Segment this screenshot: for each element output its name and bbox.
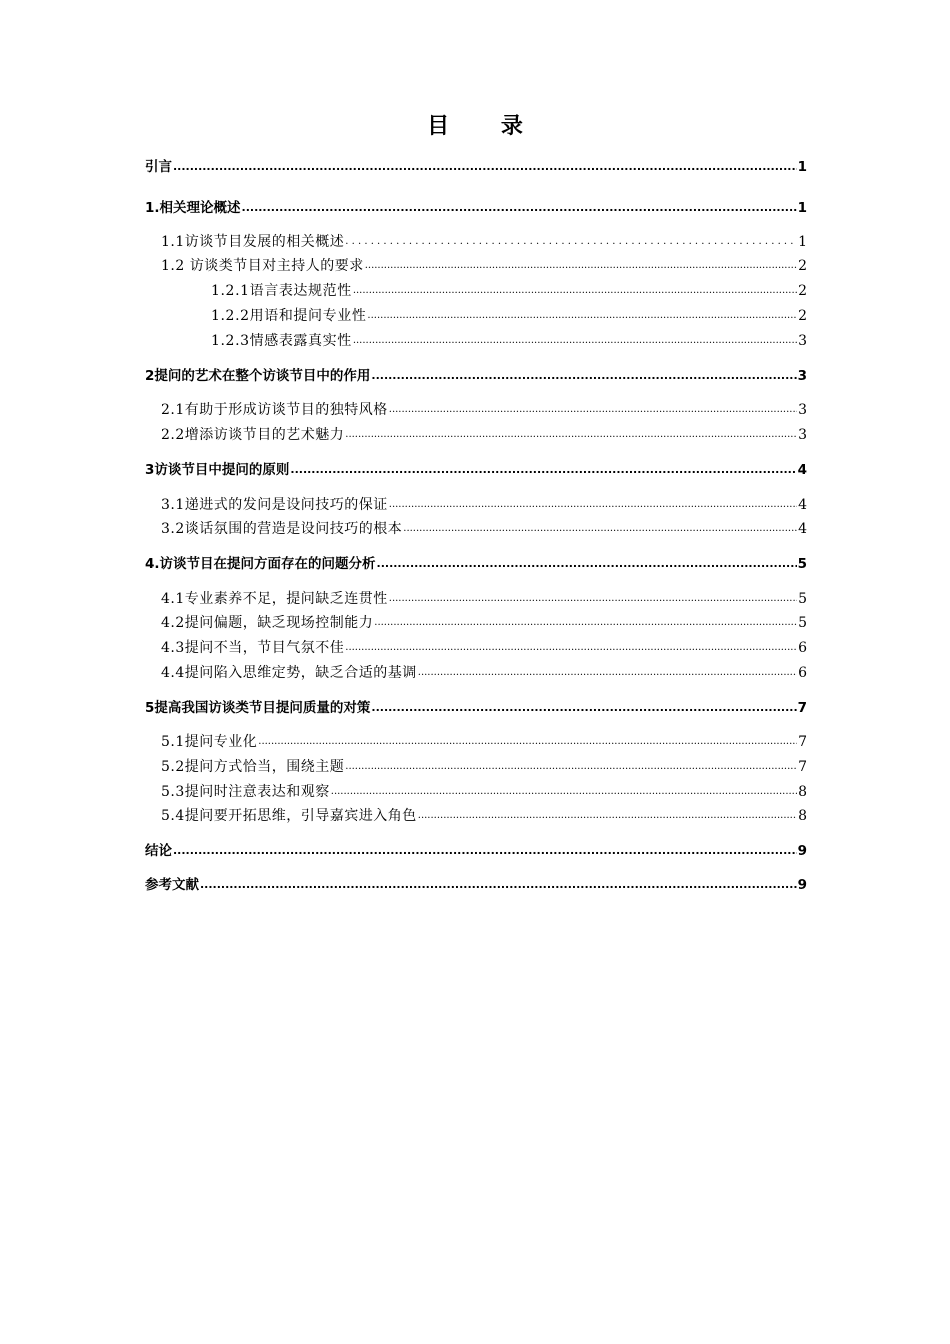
dot-leader — [345, 756, 797, 778]
toc-entry-page: 2 — [798, 283, 807, 299]
toc-entry-page: 3 — [798, 402, 807, 418]
toc-entry-page: 8 — [798, 808, 807, 824]
toc-entry-page: 5 — [798, 615, 807, 631]
toc-entry-page: 6 — [798, 640, 807, 656]
dot-leader — [242, 197, 797, 219]
dot-leader — [367, 305, 797, 327]
toc-entry[interactable] — [161, 231, 807, 253]
toc-entry-label: 5.1提问专业化 — [161, 734, 258, 750]
toc-entry-label: 3.2谈话氛围的营造是设问技巧的根本 — [161, 521, 403, 537]
toc-entry-label: 1.2.1语言表达规范性 — [211, 283, 352, 299]
toc-entry[interactable] — [161, 781, 807, 803]
toc-entry-label: 4.3提问不当，节目气氛不佳 — [161, 640, 345, 656]
toc-entry-label: 1.2.2用语和提问专业性 — [211, 308, 367, 324]
toc-entry[interactable] — [145, 459, 807, 481]
dot-leader — [290, 459, 796, 481]
dot-leader — [345, 637, 797, 659]
toc-entry-label: 4.1专业素养不足，提问缺乏连贯性 — [161, 591, 388, 607]
dot-leader — [345, 424, 797, 446]
toc-entry-label: 5.3提问时注意表达和观察 — [161, 784, 330, 800]
toc-entry[interactable] — [161, 255, 807, 277]
toc-entry-label: 4.访谈节目在提问方面存在的问题分析 — [145, 556, 376, 572]
toc-entry-label: 参考文献 — [145, 877, 199, 893]
dot-leader — [331, 781, 797, 803]
toc-entry-label: 1.2 访谈类节目对主持人的要求 — [161, 258, 364, 274]
toc-entry-page: 7 — [797, 700, 807, 716]
toc-entry-page: 3 — [797, 368, 807, 384]
toc-entry[interactable] — [161, 399, 807, 421]
toc-entry[interactable] — [161, 424, 807, 446]
dot-leader — [353, 330, 797, 352]
dot-leader — [353, 280, 797, 302]
dot-leader — [200, 874, 797, 896]
toc-entry-label: 5提高我国访谈类节目提问质量的对策 — [145, 700, 371, 716]
toc-entry[interactable] — [145, 553, 807, 575]
dot-leader — [173, 156, 797, 178]
toc-entry-page: 8 — [798, 784, 807, 800]
toc-entry[interactable] — [161, 494, 807, 516]
toc-entry-label: 2.2增添访谈节目的艺术魅力 — [161, 427, 345, 443]
toc-entry-page: 1 — [798, 234, 807, 250]
toc-entry[interactable] — [161, 756, 807, 778]
toc-entry[interactable] — [161, 805, 807, 827]
toc-entry-page: 7 — [798, 734, 807, 750]
toc-entry-label: 结论 — [145, 843, 172, 859]
toc-entry-page: 1 — [797, 200, 807, 216]
toc-entry[interactable] — [161, 518, 807, 540]
toc-entry-label: 2.1有助于形成访谈节目的独特风格 — [161, 402, 388, 418]
toc-entry-label: 5.4提问要开拓思维，引导嘉宾进入角色 — [161, 808, 417, 824]
toc-entry[interactable] — [161, 588, 807, 610]
toc-title: 目 录 — [427, 114, 545, 139]
dot-leader — [389, 399, 797, 421]
toc-entry-label: 1.2.3情感表露真实性 — [211, 333, 352, 349]
dot-leader — [374, 612, 797, 634]
toc-entry-page: 9 — [797, 877, 807, 893]
toc-entry[interactable] — [145, 365, 807, 387]
dot-leader — [418, 805, 797, 827]
toc-entry-page: 1 — [797, 159, 807, 175]
dot-leader — [403, 518, 797, 540]
toc-entry-page: 9 — [797, 843, 807, 859]
toc-entry[interactable] — [145, 156, 807, 178]
toc-entry-label: 1.1访谈节目发展的相关概述 — [161, 234, 345, 250]
toc-entry[interactable] — [145, 697, 807, 719]
toc-entry-page: 4 — [797, 462, 807, 478]
toc-entry[interactable] — [161, 637, 807, 659]
toc-entry-page: 4 — [798, 497, 807, 513]
toc-entry-page: 6 — [798, 665, 807, 681]
toc-entry-page: 2 — [798, 308, 807, 324]
dot-leader — [345, 231, 797, 253]
dot-leader — [418, 662, 797, 684]
toc-entry-page: 4 — [798, 521, 807, 537]
dot-leader — [173, 840, 797, 862]
toc-entry[interactable] — [211, 305, 807, 327]
toc-entry-page: 3 — [798, 427, 807, 443]
dot-leader — [389, 494, 797, 516]
toc-entry[interactable] — [211, 280, 807, 302]
toc-entry[interactable] — [161, 612, 807, 634]
toc-entry-page: 5 — [797, 556, 807, 572]
toc-entry-page: 3 — [798, 333, 807, 349]
toc-entry-label: 4.4提问陷入思维定势，缺乏合适的基调 — [161, 665, 417, 681]
toc-entry-label: 3.1递进式的发问是设问技巧的保证 — [161, 497, 388, 513]
dot-leader — [371, 365, 796, 387]
toc-entry-label: 1.相关理论概述 — [145, 200, 241, 216]
dot-leader — [258, 731, 797, 753]
toc-entry-label: 4.2提问偏题，缺乏现场控制能力 — [161, 615, 374, 631]
toc-entry[interactable] — [161, 662, 807, 684]
dot-leader — [389, 588, 797, 610]
toc-entry-label: 引言 — [145, 159, 172, 175]
dot-leader — [377, 553, 797, 575]
toc-entry-label: 5.2提问方式恰当，围绕主题 — [161, 759, 345, 775]
toc-entry-label: 2提问的艺术在整个访谈节目中的作用 — [145, 368, 371, 384]
dot-leader — [365, 255, 797, 277]
toc-entry-page: 5 — [798, 591, 807, 607]
toc-entry[interactable] — [145, 840, 807, 862]
toc-entry[interactable] — [161, 731, 807, 753]
dot-leader — [371, 697, 796, 719]
toc-entry-page: 2 — [798, 258, 807, 274]
toc-entry-label: 3访谈节目中提问的原则 — [145, 462, 290, 478]
toc-entry[interactable] — [145, 197, 807, 219]
toc-entry[interactable] — [145, 874, 807, 896]
toc-entry-page: 7 — [798, 759, 807, 775]
toc-entry[interactable] — [211, 330, 807, 352]
